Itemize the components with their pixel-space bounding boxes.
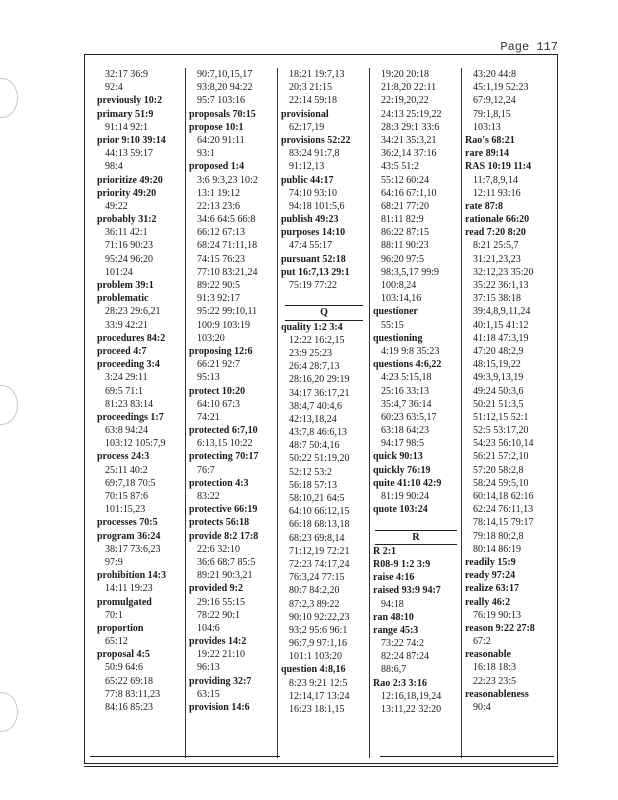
index-reference: 13:11,22 32:20 — [381, 704, 442, 715]
index-reference: 22:23 23:5 — [473, 675, 517, 687]
index-reference: 28:3 29:1 33:6 — [381, 121, 440, 133]
index-reference: 74:15 76:23 — [197, 253, 246, 265]
index-reference: 44:13 59:17 — [105, 148, 154, 160]
index-reference: 22:6 32:10 — [197, 543, 241, 555]
index-reference: 81:23 83:14 — [105, 398, 154, 410]
index-reference: 66:21 92:7 — [197, 359, 241, 371]
index-reference: 8:23 9:21 12:5 — [289, 677, 348, 689]
index-term: realize 63:17 — [465, 583, 519, 595]
index-term: publish 49:23 — [281, 214, 339, 226]
index-term: proposal 4:5 — [97, 649, 150, 661]
index-reference: 81:19 90:24 — [381, 491, 430, 502]
index-reference: 68:23 69:8,14 — [289, 532, 345, 544]
index-column-3 — [278, 68, 370, 758]
index-reference: 54:23 56:10,14 — [473, 438, 534, 450]
index-term: Rao's 68:21 — [465, 134, 515, 146]
index-reference: 93:8,20 94:22 — [197, 82, 253, 94]
index-reference: 21:8,20 22:11 — [381, 82, 437, 94]
index-term: protecting 70:17 — [189, 451, 259, 463]
index-reference: 43:5 51:2 — [381, 161, 420, 173]
index-term: protective 66:19 — [189, 504, 258, 516]
index-reference: 95:7 103:16 — [197, 95, 246, 107]
index-reference: 24:13 25:19,22 — [381, 108, 442, 120]
index-term: proposed 1:4 — [189, 161, 245, 173]
index-reference: 100:8,24 — [381, 280, 417, 291]
index-term: prioritize 49:20 — [97, 174, 163, 186]
index-reference: 89:21 90:3,21 — [197, 570, 253, 582]
index-term: proceed 4:7 — [97, 345, 147, 357]
index-term: question 4:8,16 — [281, 664, 346, 676]
index-reference: 72:23 74:17,24 — [289, 558, 350, 570]
index-reference: 12:16,18,19,24 — [381, 690, 442, 702]
index-term: quick 90:13 — [373, 451, 423, 463]
index-term: procedures 84:2 — [97, 332, 166, 344]
index-reference: 82:24 87:24 — [381, 651, 430, 663]
index-term: range 45:3 — [373, 624, 419, 636]
index-reference: 13:1 19:12 — [197, 187, 241, 199]
index-column-2 — [186, 68, 278, 758]
index-term: provisions 52:22 — [281, 134, 351, 146]
index-reference: 96:13 — [197, 662, 220, 674]
binder-hole-top — [0, 78, 18, 118]
index-reference: 89:22 90:5 — [197, 280, 241, 291]
index-reference: 75:19 77:22 — [289, 280, 338, 291]
index-reference: 50:21 51:3,5 — [473, 398, 524, 410]
index-term: ran 48:10 — [373, 611, 414, 623]
index-reference: 103:13 — [473, 121, 501, 133]
index-reference: 100:9 103:19 — [197, 319, 251, 331]
index-reference: 4:23 5:15,18 — [381, 372, 432, 384]
index-reference: 26:4 28:7,13 — [289, 361, 340, 373]
index-term: readily 15:9 — [465, 556, 516, 568]
index-reference: 35:22 36:1,13 — [473, 280, 529, 291]
index-reference: 22:14 59:18 — [289, 95, 338, 107]
index-reference: 49:3,9,13,19 — [473, 372, 524, 384]
index-term: protected 6:7,10 — [189, 425, 258, 437]
index-reference: 104:6 — [197, 622, 220, 634]
index-term: rare 89:14 — [465, 148, 509, 160]
index-reference: 64:10 66:12,15 — [289, 506, 350, 518]
index-reference: 20:3 21:15 — [289, 82, 333, 94]
index-term: primary 51:9 — [97, 108, 154, 120]
index-reference: 34:6 64:5 66:8 — [197, 214, 256, 226]
index-reference: 70:15 87:6 — [105, 491, 149, 502]
index-reference: 69:7,18 70:5 — [105, 477, 156, 489]
index-reference: 32:17 36:9 — [105, 69, 149, 80]
index-reference: 76:7 — [197, 464, 215, 476]
index-term: program 36:24 — [97, 530, 161, 542]
index-term: pursuant 52:18 — [281, 253, 346, 265]
index-column-4 — [370, 68, 462, 758]
index-reference: 66:18 68:13,18 — [289, 519, 350, 531]
index-term: proposing 12:6 — [189, 345, 253, 357]
index-term: proceedings 1:7 — [97, 411, 164, 423]
index-term: read 7:20 8:20 — [465, 227, 526, 239]
index-reference: 88:11 90:23 — [381, 240, 429, 252]
index-reference: 65:12 — [105, 636, 128, 648]
index-reference: 96:20 97:5 — [381, 253, 425, 265]
index-term: protect 10:20 — [189, 385, 246, 397]
index-reference: 67:9,12,24 — [473, 95, 516, 107]
index-reference: 29:16 55:15 — [197, 596, 246, 608]
index-reference: 64:20 91:11 — [197, 134, 245, 146]
index-reference: 36:11 42:1 — [105, 227, 148, 239]
index-term: quite 41:10 42:9 — [373, 477, 442, 489]
index-reference: 91:14 92:1 — [105, 121, 149, 133]
index-reference: 47:20 48:2,9 — [473, 345, 524, 357]
index-reference: 16:23 18:1,15 — [289, 704, 345, 715]
spacer — [281, 292, 367, 305]
index-reference: 98:4 — [105, 161, 123, 173]
index-reference: 63:15 — [197, 688, 220, 700]
index-reference: 57:20 58:2,8 — [473, 464, 524, 476]
index-term: prohibition 14:3 — [97, 570, 166, 582]
index-reference: 90:10 92:22,23 — [289, 611, 350, 623]
index-reference: 64:16 67:1,10 — [381, 187, 437, 199]
index-reference: 12:22 16:2,15 — [289, 334, 345, 346]
index-reference: 34:17 36:17,21 — [289, 387, 350, 399]
index-term: probably 31:2 — [97, 214, 157, 226]
spacer — [373, 516, 459, 529]
index-reference: 31:21,23,23 — [473, 253, 521, 265]
index-reference: 63:18 64:23 — [381, 425, 430, 437]
index-reference: 97:9 — [105, 556, 123, 568]
index-term: proportion — [97, 622, 144, 634]
index-reference: 45:1,19 52:23 — [473, 82, 529, 94]
index-reference: 83:24 91:7,8 — [289, 148, 340, 160]
index-reference: 87:2,3 89:22 — [289, 598, 340, 610]
index-term: reasonableness — [465, 688, 529, 700]
index-reference: 93:2 95:6 96:1 — [289, 624, 348, 636]
index-reference: 92:4 — [105, 82, 123, 94]
index-reference: 28:23 29:6,21 — [105, 306, 161, 318]
index-reference: 32:12,23 35:20 — [473, 266, 534, 278]
index-reference: 50:22 51:19,20 — [289, 453, 350, 465]
index-reference: 23:9 25:23 — [289, 347, 333, 359]
index-reference: 84:16 85:23 — [105, 702, 154, 713]
index-reference: 14:11 19:23 — [105, 583, 153, 595]
index-term: rationale 66:20 — [465, 214, 530, 226]
index-term: prior 9:10 39:14 — [97, 134, 166, 146]
index-reference: 25:16 33:13 — [381, 385, 430, 397]
index-reference: 19:22 21:10 — [197, 649, 246, 661]
index-reference: 16:18 18:3 — [473, 662, 517, 674]
index-reference: 8:21 25:5,7 — [473, 240, 519, 252]
index-term: priority 49:20 — [97, 187, 157, 199]
index-term: providing 32:7 — [189, 675, 252, 687]
index-term: put 16:7,13 29:1 — [281, 266, 350, 278]
index-reference: 81:11 82:9 — [381, 214, 424, 226]
index-term: protects 56:18 — [189, 517, 250, 529]
index-reference: 55:12 60:24 — [381, 174, 430, 186]
index-reference: 76:19 90:13 — [473, 609, 522, 621]
index-reference: 36:6 68:7 85:5 — [197, 556, 256, 568]
index-term: questions 4:6,22 — [373, 359, 442, 371]
index-reference: 69:5 71:1 — [105, 385, 144, 397]
index-reference: 60:14,18 62:16 — [473, 491, 534, 502]
index-term: questioner — [373, 306, 418, 318]
index-term: raise 4:16 — [373, 572, 415, 584]
index-reference: 96:7,9 97:1,16 — [289, 638, 348, 650]
index-term: public 44:17 — [281, 174, 334, 186]
index-term: purposes 14:10 — [281, 227, 346, 239]
index-reference: 3:24 29:11 — [105, 372, 148, 384]
index-reference: 19:20 20:18 — [381, 69, 430, 80]
index-term: really 46:2 — [465, 596, 511, 608]
index-reference: 56:18 57:13 — [289, 479, 338, 491]
index-reference: 71:16 90:23 — [105, 240, 154, 252]
index-term: quality 1:2 3:4 — [281, 321, 343, 333]
index-reference: 78:22 90:1 — [197, 609, 241, 621]
index-reference: 79:18 80:2,8 — [473, 530, 524, 542]
index-column-1 — [94, 68, 186, 758]
index-term: proceeding 3:4 — [97, 359, 160, 371]
index-reference: 47:4 55:17 — [289, 240, 333, 252]
index-term: raised 93:9 94:7 — [373, 585, 441, 597]
index-term: reason 9:22 27:8 — [465, 622, 535, 634]
index-reference: 12:14,17 13:24 — [289, 690, 350, 702]
index-reference: 34:21 35:3,21 — [381, 134, 437, 146]
index-reference: 42:13,18,24 — [289, 413, 337, 425]
index-term: problem 39:1 — [97, 280, 154, 291]
index-reference: 11:7,8,9,14 — [473, 174, 518, 186]
index-reference: 78:14,15 79:17 — [473, 517, 534, 529]
index-reference: 52:5 53:17,20 — [473, 425, 529, 437]
index-term: problematic — [97, 293, 149, 305]
index-term: promulgated — [97, 596, 152, 608]
index-reference: 94:18 — [381, 598, 404, 610]
index-reference: 3:6 9:3,23 10:2 — [197, 174, 258, 186]
section-letter: R — [375, 530, 457, 545]
index-term: quickly 76:19 — [373, 464, 431, 476]
index-term: ready 97:24 — [465, 570, 516, 582]
index-reference: 68:24 71:11,18 — [197, 240, 258, 252]
index-reference: 76:3,24 77:15 — [289, 572, 345, 584]
index-reference: 94:17 98:5 — [381, 438, 425, 450]
word-index-columns — [94, 68, 554, 758]
index-term: R 2:1 — [373, 545, 397, 557]
index-reference: 98:3,5,17 99:9 — [381, 266, 440, 278]
index-reference: 38:4,7 40:4,6 — [289, 400, 343, 412]
index-reference: 68:21 77:20 — [381, 200, 430, 212]
index-reference: 91:3 92:17 — [197, 293, 241, 305]
index-term: provided 9:2 — [189, 583, 243, 595]
index-reference: 18:21 19:7,13 — [289, 69, 345, 80]
index-reference: 101:1 103:20 — [289, 651, 343, 663]
index-reference: 94:18 101:5,6 — [289, 200, 345, 212]
index-reference: 77:10 83:21,24 — [197, 266, 258, 278]
index-reference: 103:20 — [197, 332, 225, 344]
index-term: provision 14:6 — [189, 702, 250, 713]
index-reference: 22:13 23:6 — [197, 200, 241, 212]
index-reference: 52:12 53:2 — [289, 466, 333, 478]
index-reference: 71:12,19 72:21 — [289, 545, 350, 557]
index-reference: 60:23 63:5,17 — [381, 411, 437, 423]
index-reference: 74:10 93:10 — [289, 187, 338, 199]
index-reference: 83:22 — [197, 491, 220, 502]
index-reference: 62:17,19 — [289, 121, 325, 133]
index-reference: 51:12,15 52:1 — [473, 411, 529, 423]
index-reference: 22:19,20,22 — [381, 95, 429, 107]
index-reference: 91:12,13 — [289, 161, 325, 173]
page-number: Page 117 — [500, 40, 558, 54]
index-reference: 79:1,8,15 — [473, 108, 511, 120]
index-reference: 62:24 76:11,13 — [473, 504, 534, 516]
index-reference: 70:1 — [105, 609, 123, 621]
index-reference: 37:15 38:18 — [473, 293, 522, 305]
index-term: provisional — [281, 108, 329, 120]
index-term: propose 10:1 — [189, 121, 244, 133]
index-reference: 41:18 47:3,19 — [473, 332, 529, 344]
index-term: proposals 70:15 — [189, 108, 256, 120]
index-reference: 101:24 — [105, 266, 133, 278]
index-reference: 67:2 — [473, 636, 491, 648]
index-reference: 80:14 86:19 — [473, 543, 522, 555]
index-reference: 56:21 57:2,10 — [473, 451, 529, 463]
index-reference: 90:4 — [473, 702, 491, 713]
index-term: questioning — [373, 332, 423, 344]
index-term: provide 8:2 17:8 — [189, 530, 259, 542]
index-reference: 43:20 44:8 — [473, 69, 517, 80]
index-reference: 66:12 67:13 — [197, 227, 246, 239]
index-reference: 12:11 93:16 — [473, 187, 521, 199]
index-term: reasonable — [465, 649, 511, 661]
index-reference: 25:11 40:2 — [105, 464, 148, 476]
index-term: protection 4:3 — [189, 477, 249, 489]
index-reference: 40:1,15 41:12 — [473, 319, 529, 331]
index-term: processes 70:5 — [97, 517, 158, 529]
index-reference: 49:22 — [105, 200, 128, 212]
index-term: quote 103:24 — [373, 504, 428, 516]
index-reference: 6:13,15 10:22 — [197, 438, 253, 450]
index-reference: 101:15,23 — [105, 504, 146, 516]
index-reference: 74:21 — [197, 411, 220, 423]
index-reference: 77:8 83:11,23 — [105, 688, 161, 700]
index-reference: 33:9 42:21 — [105, 319, 149, 331]
section-letter: Q — [285, 305, 363, 320]
index-reference: 4:19 9:8 35:23 — [381, 345, 440, 357]
index-reference: 35:4,7 36:14 — [381, 398, 432, 410]
index-reference: 38:17 73:6,23 — [105, 543, 161, 555]
index-reference: 103:12 105:7,9 — [105, 438, 166, 450]
index-reference: 43:7,8 46:6,13 — [289, 427, 348, 439]
index-term: Rao 2:3 3:16 — [373, 677, 427, 689]
index-reference: 86:22 87:15 — [381, 227, 430, 239]
index-term: rate 87:8 — [465, 200, 504, 212]
index-reference: 103:14,16 — [381, 293, 422, 305]
index-term: provides 14:2 — [189, 636, 247, 648]
index-reference: 36:2,14 37:16 — [381, 148, 437, 160]
index-reference: 95:22 99:10,11 — [197, 306, 258, 318]
binder-hole-middle — [0, 385, 18, 425]
frame-bottom-rule — [84, 766, 558, 767]
index-term: process 24:3 — [97, 451, 150, 463]
index-reference: 48:15,19,22 — [473, 359, 521, 371]
index-reference: 28:16,20 29:19 — [289, 374, 350, 386]
index-reference: 80:7 84:2,20 — [289, 585, 340, 597]
index-reference: 90:7,10,15,17 — [197, 69, 253, 80]
index-reference: 39:4,8,9,11,24 — [473, 306, 531, 318]
index-term: RAS 10:19 11:4 — [465, 161, 532, 173]
index-reference: 58:10,21 64:5 — [289, 493, 345, 504]
index-reference: 95:13 — [197, 372, 220, 384]
index-term: previously 10:2 — [97, 95, 163, 107]
index-reference: 49:24 50:3,6 — [473, 385, 524, 397]
index-reference: 88:6,7 — [381, 664, 407, 676]
index-reference: 73:22 74:2 — [381, 638, 425, 650]
index-reference: 50:9 64:6 — [105, 662, 144, 674]
index-reference: 55:15 — [381, 319, 404, 331]
index-reference: 48:7 50:4,16 — [289, 440, 340, 452]
index-reference: 64:10 67:3 — [197, 398, 241, 410]
index-term: R08-9 1:2 3:9 — [373, 558, 431, 570]
index-column-5 — [462, 68, 554, 758]
binder-hole-bottom — [0, 692, 18, 732]
index-reference: 65:22 69:18 — [105, 675, 154, 687]
index-reference: 63:8 94:24 — [105, 425, 149, 437]
index-reference: 58:24 59:5,10 — [473, 477, 529, 489]
index-reference: 95:24 96:20 — [105, 253, 154, 265]
index-reference: 93:1 — [197, 148, 215, 160]
